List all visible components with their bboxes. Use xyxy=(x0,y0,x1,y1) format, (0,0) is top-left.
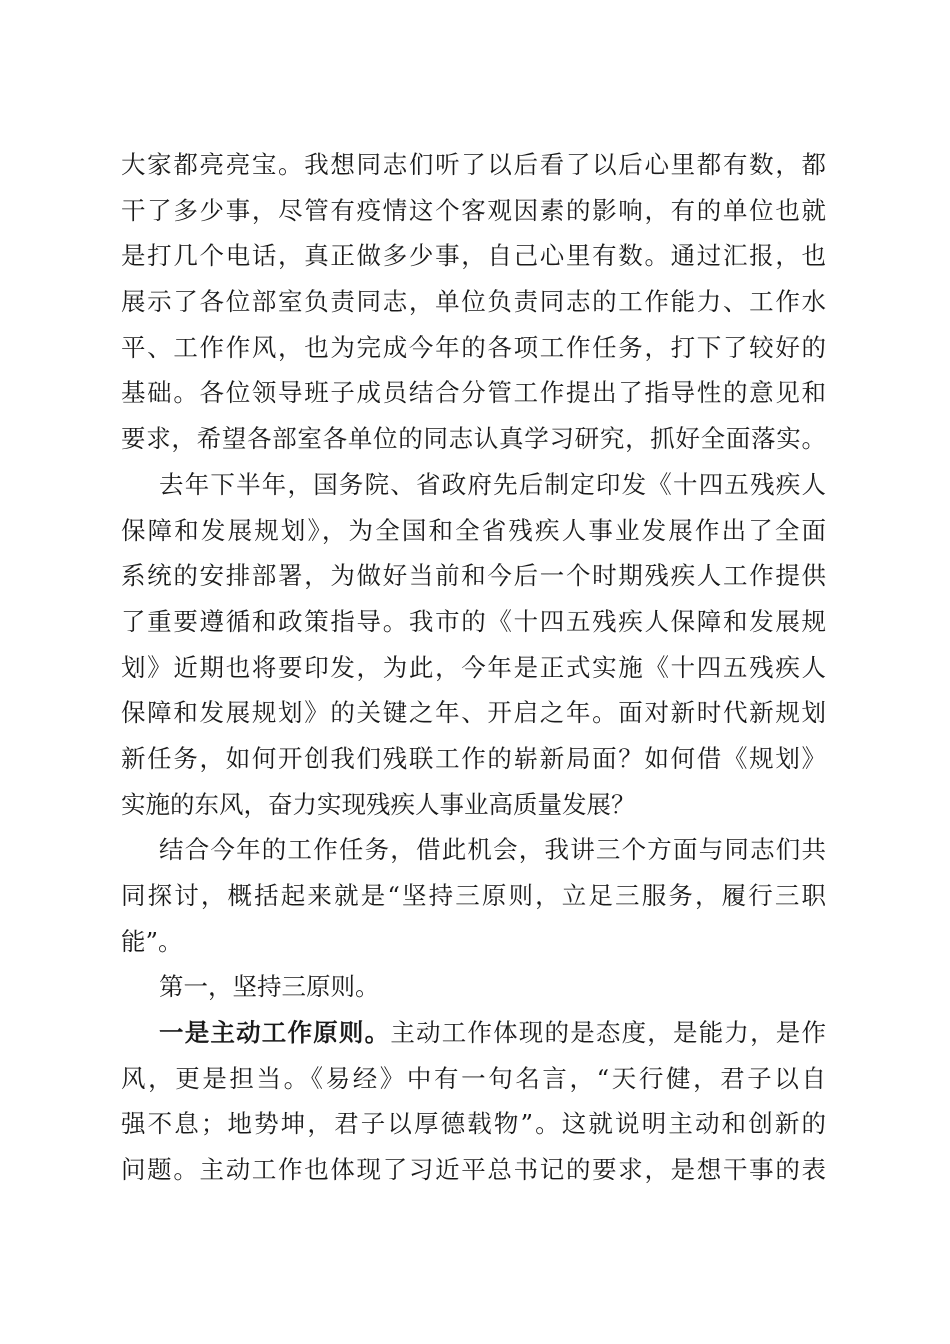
text-line: 去年下半年，国务院、省政府先后制定印发《十四五残疾人 xyxy=(159,469,826,499)
text-line: 了重要遵循和政策指导。我市的《十四五残疾人保障和发展规 xyxy=(121,606,826,636)
text-line: 平、工作作风，也为完成今年的各项工作任务，打下了较好的 xyxy=(121,332,826,362)
text-line: 是打几个电话，真正做多少事，自己心里有数。通过汇报，也 xyxy=(121,241,826,271)
text-line: 实施的东风，奋力实现残疾人事业高质量发展？ xyxy=(121,789,636,819)
text-line-rest: 主动工作体现的是态度，是能力，是作 xyxy=(390,1018,827,1048)
text-line: 问题。主动工作也体现了习近平总书记的要求，是想干事的表 xyxy=(121,1155,826,1185)
text-line: 划》近期也将要印发，为此，今年是正式实施《十四五残疾人 xyxy=(121,652,826,682)
text-line: 结合今年的工作任务，借此机会，我讲三个方面与同志们共 xyxy=(159,835,826,865)
section-heading: 第一，坚持三原则。 xyxy=(159,972,380,1002)
text-line: 能”。 xyxy=(121,926,183,956)
text-line: 展示了各位部室负责同志，单位负责同志的工作能力、工作水 xyxy=(121,287,826,317)
text-line: 风，更是担当。《易经》中有一句名言，“天行健，君子以自 xyxy=(121,1063,826,1093)
text-line: 系统的安排部署，为做好当前和今后一个时期残疾人工作提供 xyxy=(121,561,826,591)
text-line: 干了多少事，尽管有疫情这个客观因素的影响，有的单位也就 xyxy=(121,195,826,225)
text-line: 要求，希望各部室各单位的同志认真学习研究，抓好全面落实。 xyxy=(121,424,826,454)
lead-in-phrase: 一是主动工作原则。 xyxy=(159,1018,391,1048)
text-line: 基础。各位领导班子成员结合分管工作提出了指导性的意见和 xyxy=(121,378,826,408)
text-line: 强不息；地势坤，君子以厚德载物”。这就说明主动和创新的 xyxy=(121,1109,826,1139)
text-line: 同探讨，概括起来就是“坚持三原则，立足三服务，履行三职 xyxy=(121,881,826,910)
text-line: 新任务，如何开创我们残联工作的崭新局面？如何借《规划》 xyxy=(121,743,826,773)
text-line: 保障和发展规划》，为全国和全省残疾人事业发展作出了全面 xyxy=(121,515,826,545)
text-line: 大家都亮亮宝。我想同志们听了以后看了以后心里都有数，都 xyxy=(121,150,826,179)
text-line xyxy=(121,1010,826,1056)
body-text xyxy=(121,142,826,1193)
text-line: 保障和发展规划》的关键之年、开启之年。面对新时代新规划 xyxy=(121,698,826,728)
